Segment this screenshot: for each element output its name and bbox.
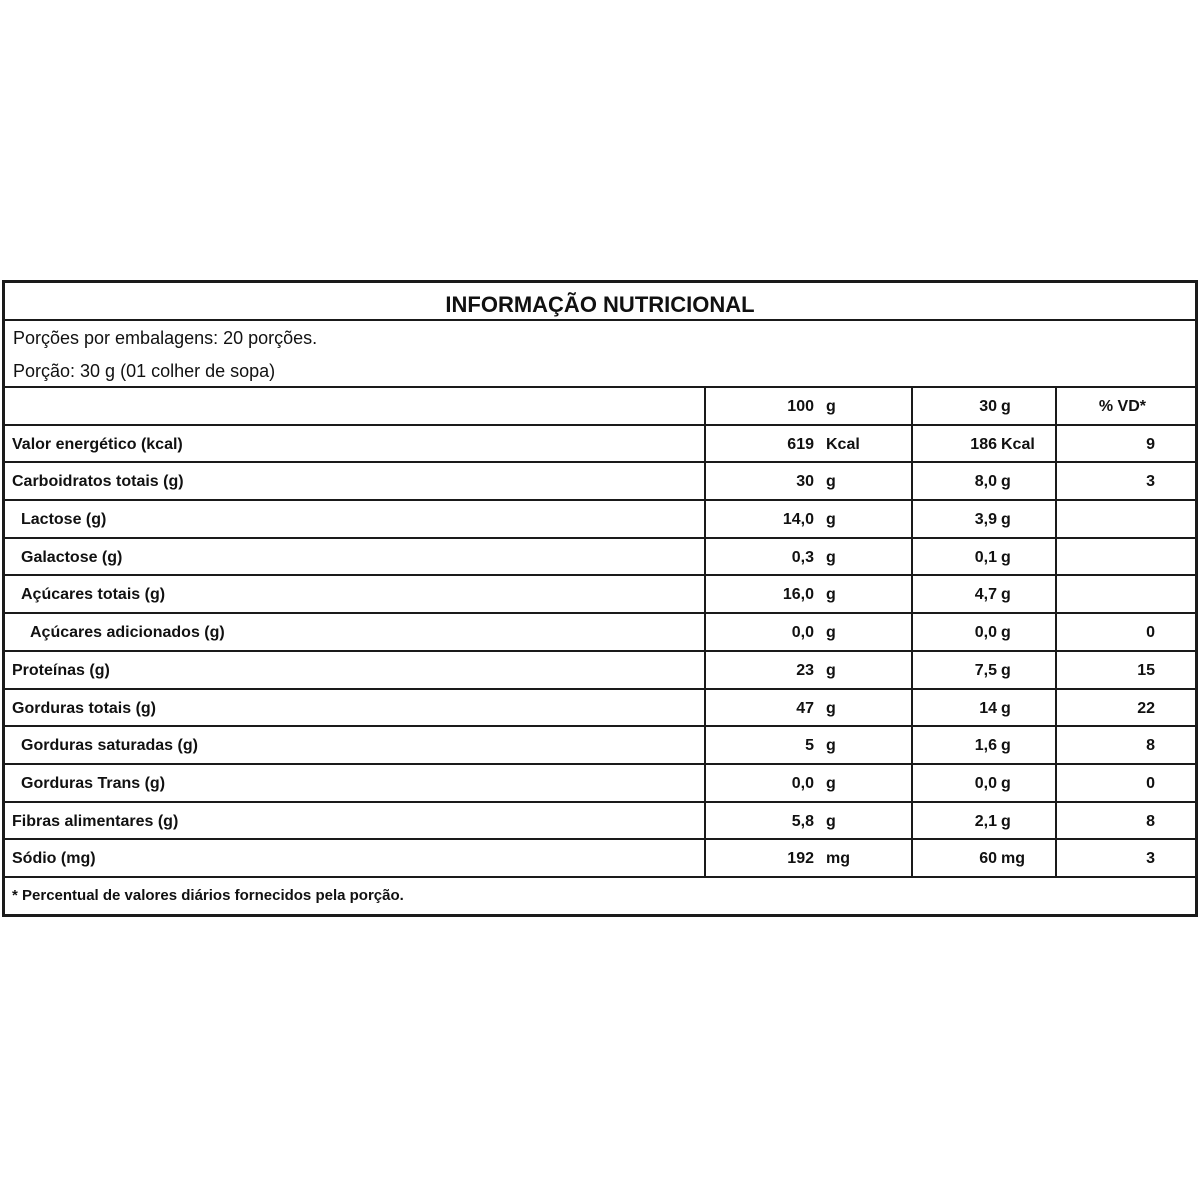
serving-size: Porção: 30 g (01 colher de sopa) (13, 361, 276, 381)
vd-value: 9 (1146, 435, 1155, 453)
per-100g-unit: g (826, 511, 836, 529)
per-30g-unit: g (1001, 812, 1011, 830)
per-30g-unit: g (1001, 737, 1011, 755)
nutrient-name: Galactose (g) (5, 539, 706, 575)
per-30g-cell (913, 539, 1057, 575)
per-100g-cell (706, 803, 913, 839)
per-100g-unit: g (826, 699, 836, 717)
per-100g-value: 5 (805, 737, 814, 755)
nutrition-table (5, 388, 1195, 915)
per-30g-unit: g (1001, 774, 1011, 792)
per-30g-cell (913, 576, 1057, 612)
per-100g-unit: g (826, 586, 836, 604)
nutrient-name: Açúcares adicionados (g) (5, 614, 706, 650)
nutrient-name: Açúcares totais (g) (5, 576, 706, 612)
per-100g-cell (706, 765, 913, 801)
per-100g-unit: g (826, 624, 836, 642)
table-row (5, 463, 1195, 501)
vd-value: 3 (1146, 473, 1155, 491)
per-100g-value: 14,0 (782, 511, 814, 529)
table-header-row (5, 388, 1195, 426)
per-30g-unit: g (1001, 473, 1011, 491)
header-vd-label: % VD* (1098, 398, 1146, 415)
vd-cell (1057, 614, 1195, 650)
per-30g-cell (913, 463, 1057, 499)
per-30g-unit: mg (1001, 850, 1025, 868)
per-100g-unit: g (826, 737, 836, 755)
per-30g-cell (913, 652, 1057, 688)
per-30g-unit: g (1001, 586, 1011, 604)
per-30g-cell (913, 614, 1057, 650)
per-100g-value: 192 (787, 850, 814, 868)
table-row (5, 539, 1195, 577)
vd-value: 8 (1146, 812, 1155, 830)
per-30g-cell (913, 803, 1057, 839)
nutrient-name: Sódio (mg) (5, 840, 706, 876)
per-100g-value: 30 (796, 473, 814, 491)
vd-cell (1057, 840, 1195, 876)
per-100g-unit: g (826, 774, 836, 792)
vd-value: 0 (1146, 624, 1155, 642)
nutrition-facts-panel (2, 280, 1198, 917)
vd-cell (1057, 576, 1195, 612)
per-100g-value: 619 (787, 435, 814, 453)
per-30g-cell (913, 765, 1057, 801)
panel-title: INFORMAÇÃO NUTRICIONAL (5, 283, 1195, 321)
per-30g-cell (913, 840, 1057, 876)
vd-cell (1057, 765, 1195, 801)
per-30g-value: 3,9 (974, 511, 997, 529)
per-30g-value: 8,0 (974, 473, 997, 491)
table-row (5, 652, 1195, 690)
per-30g-unit: g (1001, 511, 1011, 529)
nutrient-rows (5, 426, 1195, 878)
per-100g-cell (706, 463, 913, 499)
vd-cell (1057, 803, 1195, 839)
per-30g-cell (913, 426, 1057, 462)
per-30g-value: 4,7 (974, 586, 997, 604)
nutrient-name: Proteínas (g) (5, 652, 706, 688)
vd-cell (1057, 426, 1195, 462)
per-30g-unit: Kcal (1001, 435, 1035, 453)
table-row (5, 765, 1195, 803)
table-row (5, 614, 1195, 652)
nutrient-name: Fibras alimentares (g) (5, 803, 706, 839)
vd-cell (1057, 652, 1195, 688)
vd-cell (1057, 539, 1195, 575)
nutrient-name: Valor energético (kcal) (5, 426, 706, 462)
per-100g-cell (706, 690, 913, 726)
per-100g-cell (706, 426, 913, 462)
per-100g-unit: g (826, 473, 836, 491)
table-row (5, 576, 1195, 614)
per-30g-unit: g (1001, 548, 1011, 566)
per-100g-cell (706, 614, 913, 650)
per-30g-value: 1,6 (974, 737, 997, 755)
header-nutrient-cell (5, 388, 706, 424)
per-100g-unit: g (826, 661, 836, 679)
header-30-value: 30 (979, 398, 997, 415)
table-row (5, 690, 1195, 728)
per-100g-cell (706, 727, 913, 763)
vd-cell (1057, 501, 1195, 537)
nutrient-name: Carboidratos totais (g) (5, 463, 706, 499)
vd-value: 8 (1146, 737, 1155, 755)
vd-cell (1057, 727, 1195, 763)
table-row (5, 803, 1195, 841)
per-30g-unit: g (1001, 661, 1011, 679)
per-100g-unit: Kcal (826, 435, 860, 453)
per-30g-value: 186 (970, 435, 997, 453)
portion-info (5, 321, 1195, 388)
vd-value: 0 (1146, 774, 1155, 792)
header-100-unit: g (826, 398, 836, 415)
per-100g-value: 0,0 (791, 624, 814, 642)
vd-value: 3 (1146, 850, 1155, 868)
per-100g-cell (706, 539, 913, 575)
nutrient-name: Lactose (g) (5, 501, 706, 537)
header-100-value: 100 (787, 398, 814, 415)
per-100g-unit: g (826, 812, 836, 830)
nutrient-name: Gorduras Trans (g) (5, 765, 706, 801)
per-30g-value: 14 (979, 699, 997, 717)
per-100g-value: 5,8 (791, 812, 814, 830)
per-30g-value: 7,5 (974, 661, 997, 679)
nutrient-name: Gorduras totais (g) (5, 690, 706, 726)
per-30g-value: 0,1 (974, 548, 997, 566)
header-30-unit: g (1001, 398, 1011, 415)
per-100g-cell (706, 501, 913, 537)
per-100g-unit: mg (826, 850, 850, 868)
table-row (5, 501, 1195, 539)
per-30g-value: 2,1 (974, 812, 997, 830)
per-100g-value: 0,3 (791, 548, 814, 566)
table-row (5, 727, 1195, 765)
servings-per-package: Porções por embalagens: 20 porções. (13, 328, 318, 348)
per-30g-value: 60 (979, 850, 997, 868)
header-vd-cell (1057, 388, 1195, 424)
footnote: * Percentual de valores diários fornecidos pela porção. (12, 886, 404, 904)
vd-value: 15 (1137, 661, 1155, 679)
nutrient-name: Gorduras saturadas (g) (5, 727, 706, 763)
per-100g-value: 47 (796, 699, 814, 717)
per-30g-unit: g (1001, 624, 1011, 642)
per-100g-value: 23 (796, 661, 814, 679)
header-per-30g-cell (913, 388, 1057, 424)
per-30g-cell (913, 501, 1057, 537)
per-30g-cell (913, 690, 1057, 726)
vd-value: 22 (1137, 699, 1155, 717)
per-100g-value: 16,0 (782, 586, 814, 604)
per-100g-cell (706, 576, 913, 612)
table-row (5, 426, 1195, 464)
header-per-100g-cell (706, 388, 913, 424)
per-30g-cell (913, 727, 1057, 763)
table-row (5, 840, 1195, 878)
per-30g-value: 0,0 (974, 774, 997, 792)
per-100g-value: 0,0 (791, 774, 814, 792)
per-30g-value: 0,0 (974, 624, 997, 642)
per-100g-cell (706, 652, 913, 688)
per-30g-unit: g (1001, 699, 1011, 717)
vd-cell (1057, 690, 1195, 726)
per-100g-cell (706, 840, 913, 876)
per-100g-unit: g (826, 548, 836, 566)
vd-cell (1057, 463, 1195, 499)
